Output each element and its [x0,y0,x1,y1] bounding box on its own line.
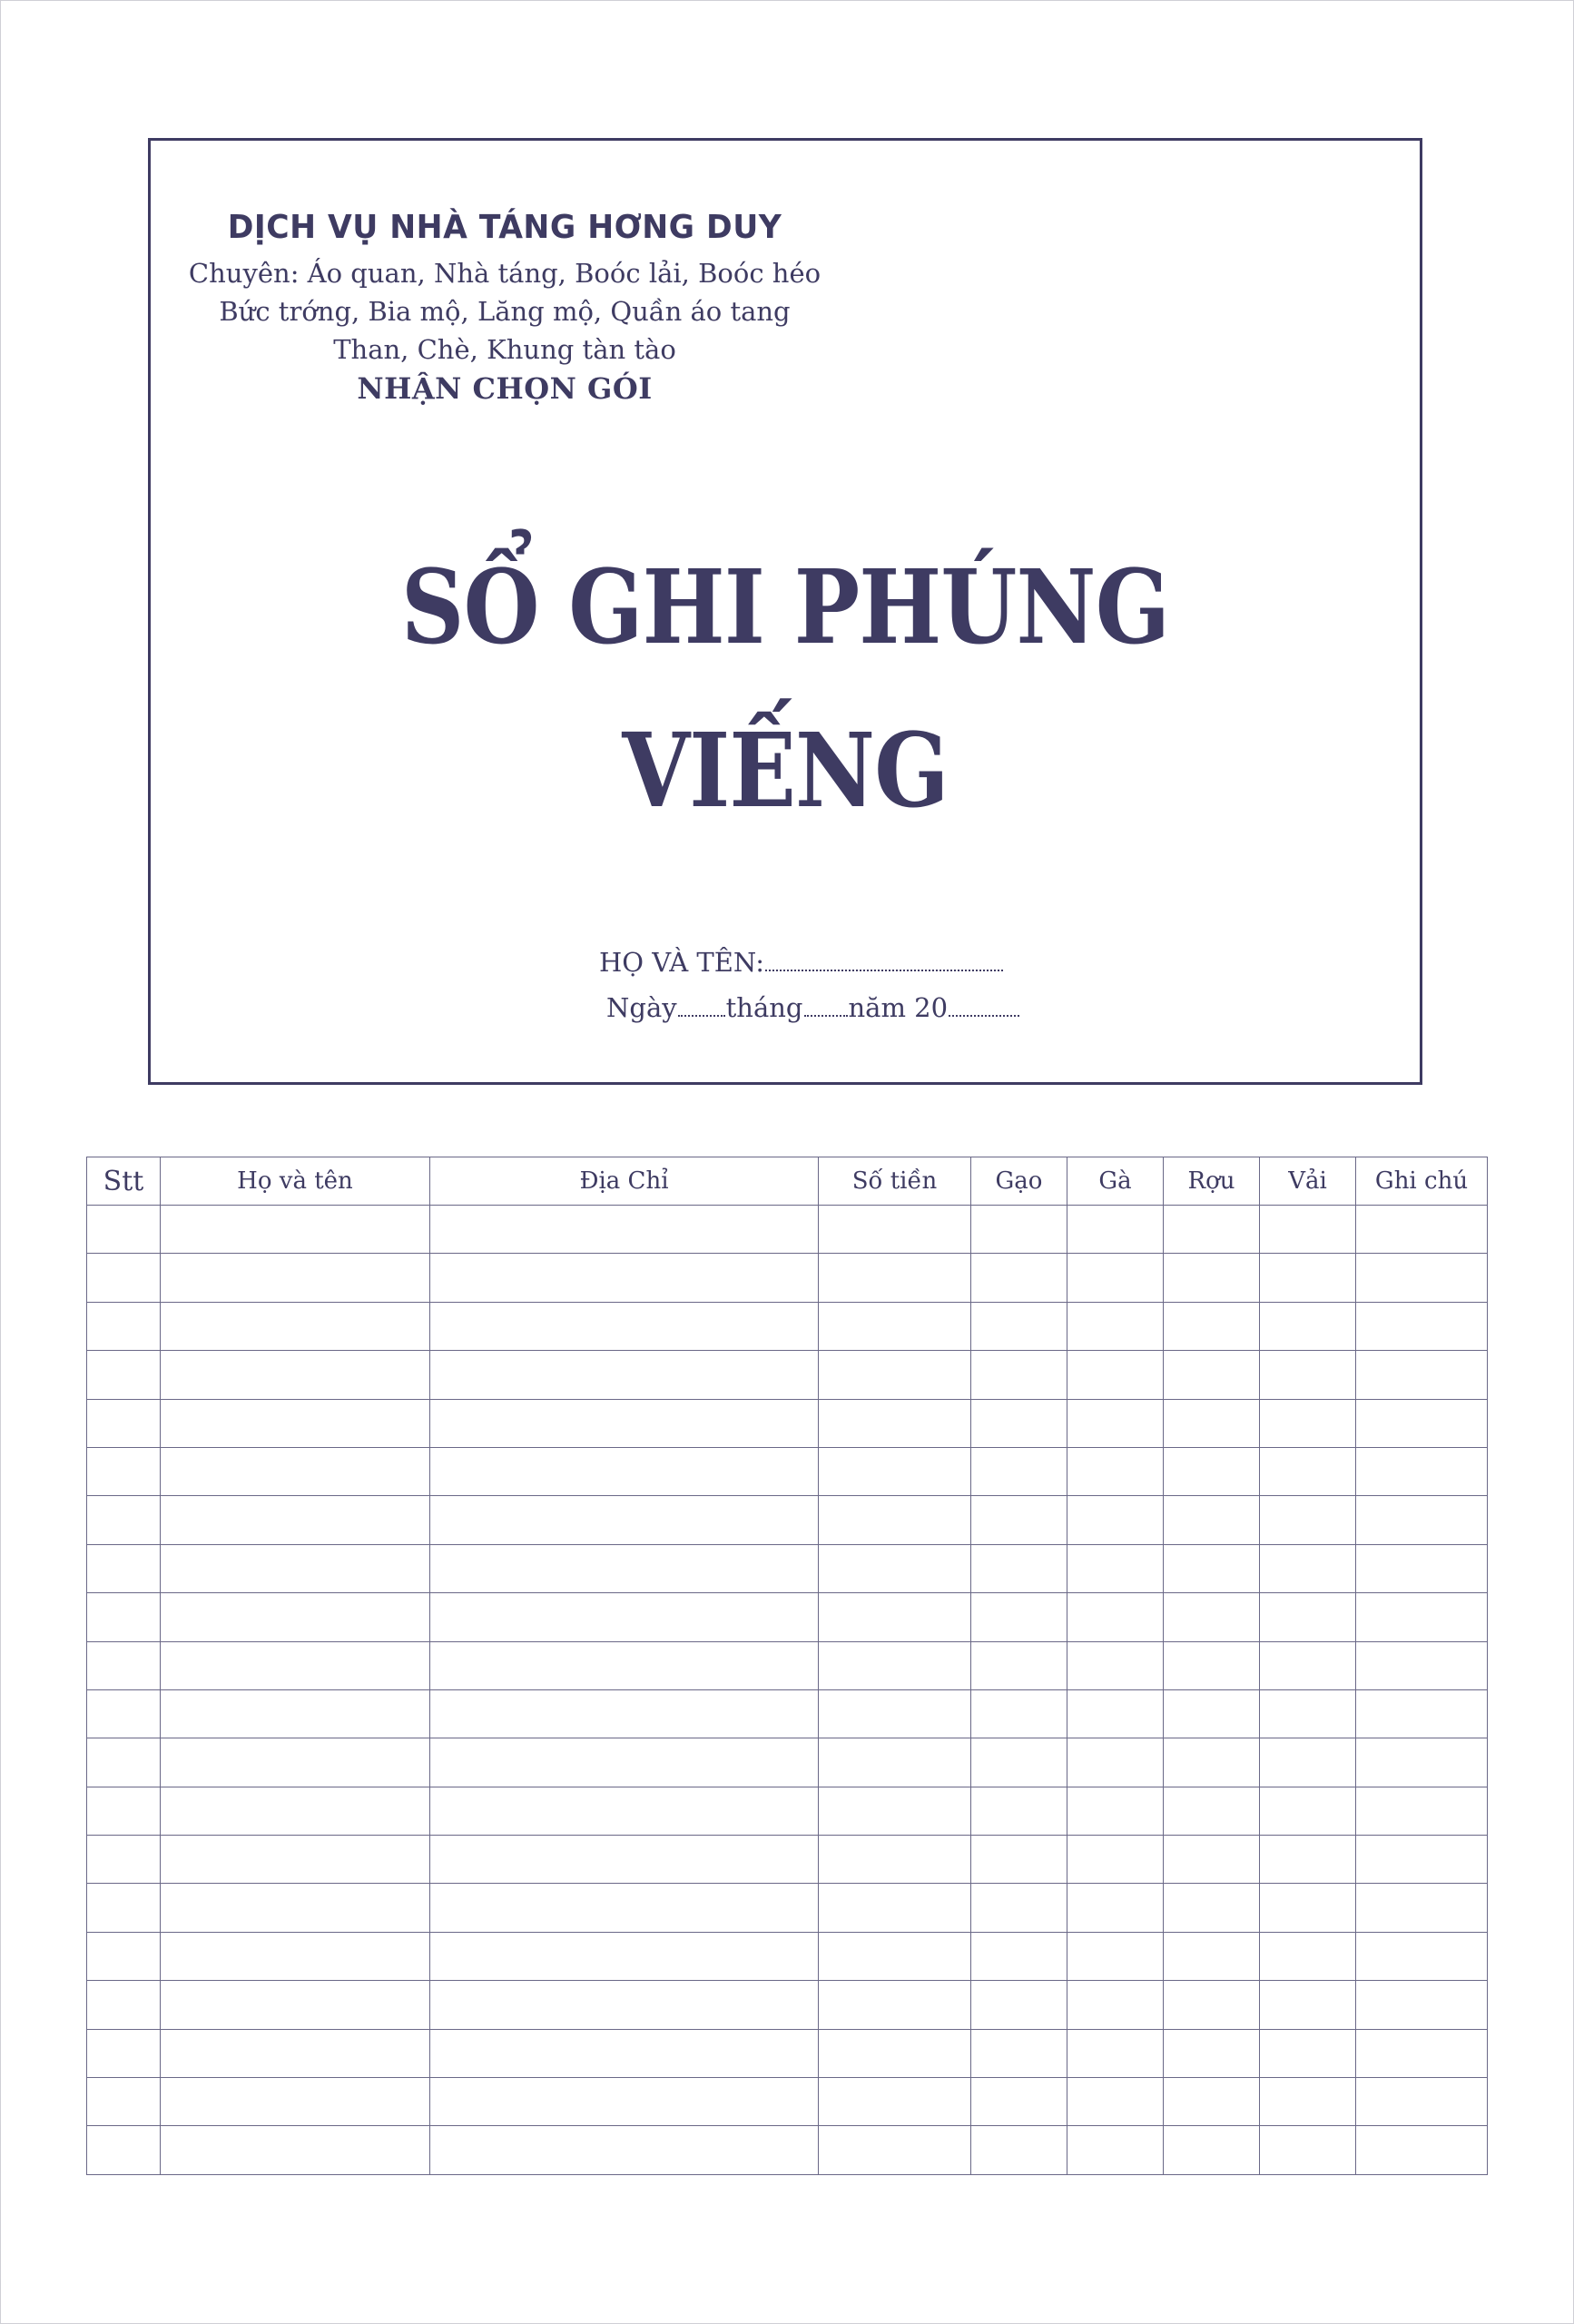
table-row [87,1787,1488,1835]
table-cell[interactable] [87,1738,161,1787]
table-cell[interactable] [1356,2029,1488,2077]
table-cell[interactable] [819,1738,971,1787]
table-cell[interactable] [1164,1254,1260,1302]
table-cell[interactable] [1164,1738,1260,1787]
table-cell[interactable] [1164,1787,1260,1835]
table-cell[interactable] [819,1689,971,1738]
table-cell[interactable] [819,1351,971,1399]
table-cell[interactable] [1356,1641,1488,1689]
table-cell[interactable] [1260,1787,1356,1835]
table-cell[interactable] [971,1593,1067,1641]
table-header-row [87,1157,1488,1206]
table-cell[interactable] [1356,1496,1488,1544]
table-cell[interactable] [1356,1787,1488,1835]
table-cell[interactable] [1067,1399,1164,1447]
table-cell[interactable] [1356,2126,1488,2174]
table-cell[interactable] [1164,1351,1260,1399]
table-cell[interactable] [1067,1302,1164,1350]
table-cell[interactable] [1164,1836,1260,1884]
table-cell[interactable] [430,1351,819,1399]
table-cell[interactable] [1260,1932,1356,1980]
service-line-memorials: Bức trớng, Bia mộ, Lăng mộ, Quần áo tang [219,296,791,327]
table-cell[interactable] [87,1302,161,1350]
table-cell[interactable] [161,1593,430,1641]
column-header-amount: Số tiền [819,1157,971,1206]
table-cell[interactable] [1260,1981,1356,2029]
table-cell[interactable] [430,1981,819,2029]
table-row [87,1496,1488,1544]
table-cell[interactable] [161,2029,430,2077]
table-cell[interactable] [1356,1399,1488,1447]
table-cell[interactable] [1356,1254,1488,1302]
table-cell[interactable] [1164,1206,1260,1254]
table-cell[interactable] [1260,1254,1356,1302]
table-cell[interactable] [1260,1351,1356,1399]
table-cell[interactable] [161,1689,430,1738]
table-cell[interactable] [1356,1689,1488,1738]
table-cell[interactable] [161,1836,430,1884]
table-cell[interactable] [971,1836,1067,1884]
table-cell[interactable] [971,2029,1067,2077]
table-cell[interactable] [819,1932,971,1980]
table-cell[interactable] [1164,1302,1260,1350]
table-row [87,1254,1488,1302]
table-cell[interactable] [1164,2029,1260,2077]
table-cell[interactable] [819,1593,971,1641]
table-cell[interactable] [87,1689,161,1738]
table-cell[interactable] [1067,1447,1164,1495]
table-cell[interactable] [87,1496,161,1544]
table-cell[interactable] [1067,1689,1164,1738]
book-title: SỔ GHI PHÚNG VIẾNG [400,548,1170,831]
table-cell[interactable] [1260,1399,1356,1447]
table-cell[interactable] [1356,1981,1488,2029]
table-cell[interactable] [819,2078,971,2126]
table-cell[interactable] [1067,2029,1164,2077]
table-cell[interactable] [1260,2029,1356,2077]
table-row [87,1593,1488,1641]
table-cell[interactable] [819,1254,971,1302]
table-cell[interactable] [1164,1641,1260,1689]
table-cell[interactable] [161,1496,430,1544]
table-cell[interactable] [87,1254,161,1302]
table-cell[interactable] [971,1884,1067,1932]
name-blank[interactable] [765,969,1003,971]
table-cell[interactable] [1164,1399,1260,1447]
table-cell[interactable] [1356,1351,1488,1399]
service-name: DỊCH VỤ NHÀ TÁNG HƠNG DUY [227,209,782,246]
table-cell[interactable] [819,1641,971,1689]
column-header-address: Địa Chỉ [430,1157,819,1206]
table-cell[interactable] [1164,1496,1260,1544]
table-cell[interactable] [87,1884,161,1932]
table-cell[interactable] [971,1738,1067,1787]
table-cell[interactable] [1260,1836,1356,1884]
table-cell[interactable] [430,2029,819,2077]
table-cell[interactable] [819,1884,971,1932]
table-cell[interactable] [161,1544,430,1592]
table-cell[interactable] [161,1981,430,2029]
table-cell[interactable] [819,1496,971,1544]
column-header-stt: Stt [87,1157,161,1206]
table-cell[interactable] [1356,1206,1488,1254]
table-cell[interactable] [430,1884,819,1932]
date-field-line [563,985,1035,1030]
table-cell[interactable] [161,1447,430,1495]
table-cell[interactable] [1356,1884,1488,1932]
column-header-name: Họ và tên [161,1157,430,1206]
table-cell[interactable] [971,1254,1067,1302]
table-cell[interactable] [819,1544,971,1592]
table-cell[interactable] [430,2126,819,2174]
table-cell[interactable] [430,2078,819,2126]
table-cell[interactable] [1067,1544,1164,1592]
table-cell[interactable] [1067,1787,1164,1835]
service-package: NHẬN CHỌN GÓI [357,371,653,406]
table-cell[interactable] [1260,1496,1356,1544]
table-cell[interactable] [1260,1447,1356,1495]
table-cell[interactable] [87,1593,161,1641]
table-row [87,1206,1488,1254]
table-cell[interactable] [1067,1981,1164,2029]
table-cell[interactable] [1260,2078,1356,2126]
table-cell[interactable] [430,1496,819,1544]
table-cell[interactable] [1067,1932,1164,1980]
table-row [87,1932,1488,1980]
table-cell[interactable] [971,1641,1067,1689]
table-cell[interactable] [1260,1738,1356,1787]
table-cell[interactable] [161,1302,430,1350]
table-cell[interactable] [1164,1593,1260,1641]
table-cell[interactable] [971,1787,1067,1835]
table-cell[interactable] [1067,2078,1164,2126]
table-cell[interactable] [971,1981,1067,2029]
table-cell[interactable] [430,1544,819,1592]
table-cell[interactable] [1260,1206,1356,1254]
table-cell[interactable] [971,1302,1067,1350]
table-cell[interactable] [430,1593,819,1641]
table-cell[interactable] [1067,2126,1164,2174]
table-cell[interactable] [1356,1302,1488,1350]
table-cell[interactable] [87,1447,161,1495]
table-cell[interactable] [430,1206,819,1254]
year-label: năm 20 [848,992,949,1023]
table-cell[interactable] [161,1254,430,1302]
table-cell[interactable] [1164,2078,1260,2126]
table-cell[interactable] [1067,1254,1164,1302]
table-cell[interactable] [971,1351,1067,1399]
table-cell[interactable] [161,1351,430,1399]
table-cell[interactable] [161,1884,430,1932]
table-row [87,2029,1488,2077]
table-cell[interactable] [1260,1884,1356,1932]
table-cell[interactable] [1356,1836,1488,1884]
table-cell[interactable] [1260,1593,1356,1641]
column-header-rice: Gạo [971,1157,1067,1206]
table-cell[interactable] [87,1836,161,1884]
table-cell[interactable] [1356,1447,1488,1495]
table-cell[interactable] [1067,1351,1164,1399]
table-cell[interactable] [1067,1836,1164,1884]
table-cell[interactable] [819,1206,971,1254]
table-cell[interactable] [430,1447,819,1495]
condolence-log-table [86,1157,1488,2175]
table-cell[interactable] [161,1399,430,1447]
column-header-cloth: Vải [1260,1157,1356,1206]
table-cell[interactable] [1164,2126,1260,2174]
table-cell[interactable] [87,1981,161,2029]
column-header-notes: Ghi chú [1356,1157,1488,1206]
table-row [87,1447,1488,1495]
table-cell[interactable] [819,2029,971,2077]
table-row [87,1302,1488,1350]
table-row [87,1738,1488,1787]
table-row [87,1544,1488,1592]
table-row [87,1351,1488,1399]
table-row [87,1884,1488,1932]
table-cell[interactable] [1356,1738,1488,1787]
table-cell[interactable] [1356,2078,1488,2126]
column-header-chicken: Gà [1067,1157,1164,1206]
day-label: Ngày [606,992,677,1023]
service-info [177,202,832,409]
table-cell[interactable] [819,1981,971,2029]
table-cell[interactable] [819,1787,971,1835]
table-row [87,1981,1488,2029]
table-cell[interactable] [1067,1496,1164,1544]
table-cell[interactable] [430,1399,819,1447]
table-cell[interactable] [819,1302,971,1350]
table-cell[interactable] [161,2078,430,2126]
table-cell[interactable] [971,1447,1067,1495]
table-cell[interactable] [87,1399,161,1447]
table-cell[interactable] [87,1206,161,1254]
month-label: tháng [725,992,803,1023]
table-cell[interactable] [430,1302,819,1350]
table-cell[interactable] [971,1932,1067,1980]
table-cell[interactable] [1164,1884,1260,1932]
table-cell[interactable] [819,1836,971,1884]
table-cell[interactable] [87,1641,161,1689]
table-cell[interactable] [87,2029,161,2077]
table-cell[interactable] [161,1932,430,1980]
table-cell[interactable] [819,1447,971,1495]
table-cell[interactable] [1260,2126,1356,2174]
table-cell[interactable] [430,1689,819,1738]
table-body [87,1206,1488,2175]
table-cell[interactable] [1164,1981,1260,2029]
month-blank[interactable] [804,1014,848,1017]
owner-fields [563,940,1035,1030]
table-cell[interactable] [1164,1932,1260,1980]
table-cell[interactable] [1356,1544,1488,1592]
table-row [87,1689,1488,1738]
table-cell[interactable] [161,1787,430,1835]
table-cell[interactable] [1067,1206,1164,1254]
table-cell[interactable] [87,1932,161,1980]
table-cell[interactable] [819,1399,971,1447]
table-cell[interactable] [1356,1593,1488,1641]
table-cell[interactable] [971,1544,1067,1592]
table-row [87,2126,1488,2174]
table-cell[interactable] [971,2078,1067,2126]
table-cell[interactable] [971,1496,1067,1544]
table-cell[interactable] [430,1836,819,1884]
table-cell[interactable] [1260,1544,1356,1592]
column-header-wine: Rợu [1164,1157,1260,1206]
name-field-line [563,940,1035,985]
table-cell[interactable] [971,1399,1067,1447]
table-cell[interactable] [1164,1689,1260,1738]
table-cell[interactable] [161,1641,430,1689]
table-cell[interactable] [971,2126,1067,2174]
table-cell[interactable] [1260,1689,1356,1738]
table-row [87,2078,1488,2126]
table-cell[interactable] [430,1932,819,1980]
table-cell[interactable] [1356,1932,1488,1980]
table-cell[interactable] [161,2126,430,2174]
table-cell[interactable] [1260,1641,1356,1689]
service-line-supplies: Than, Chè, Khung tàn tào [333,334,676,365]
table-cell[interactable] [87,1351,161,1399]
table-cell[interactable] [87,1787,161,1835]
table-row [87,1641,1488,1689]
table-cell[interactable] [87,1544,161,1592]
table-cell[interactable] [87,2078,161,2126]
table-row [87,1399,1488,1447]
name-label: HỌ VÀ TÊN: [599,947,765,978]
table-cell[interactable] [1164,1447,1260,1495]
table-cell[interactable] [87,2126,161,2174]
table-cell[interactable] [430,1738,819,1787]
table-cell[interactable] [1067,1593,1164,1641]
table-row [87,1836,1488,1884]
table-cell[interactable] [430,1254,819,1302]
table-cell[interactable] [161,1738,430,1787]
table-cell[interactable] [161,1206,430,1254]
day-blank[interactable] [678,1014,725,1017]
table-cell[interactable] [1067,1884,1164,1932]
year-blank[interactable] [949,1014,1019,1017]
table-cell[interactable] [971,1206,1067,1254]
table-cell[interactable] [971,1689,1067,1738]
table-cell[interactable] [430,1787,819,1835]
table-cell[interactable] [1067,1738,1164,1787]
service-line-products: Chuyên: Áo quan, Nhà táng, Boóc lải, Boóc héo [188,258,821,289]
table-cell[interactable] [1260,1302,1356,1350]
table-cell[interactable] [1067,1641,1164,1689]
table-cell[interactable] [430,1641,819,1689]
table-cell[interactable] [819,2126,971,2174]
table-cell[interactable] [1164,1544,1260,1592]
